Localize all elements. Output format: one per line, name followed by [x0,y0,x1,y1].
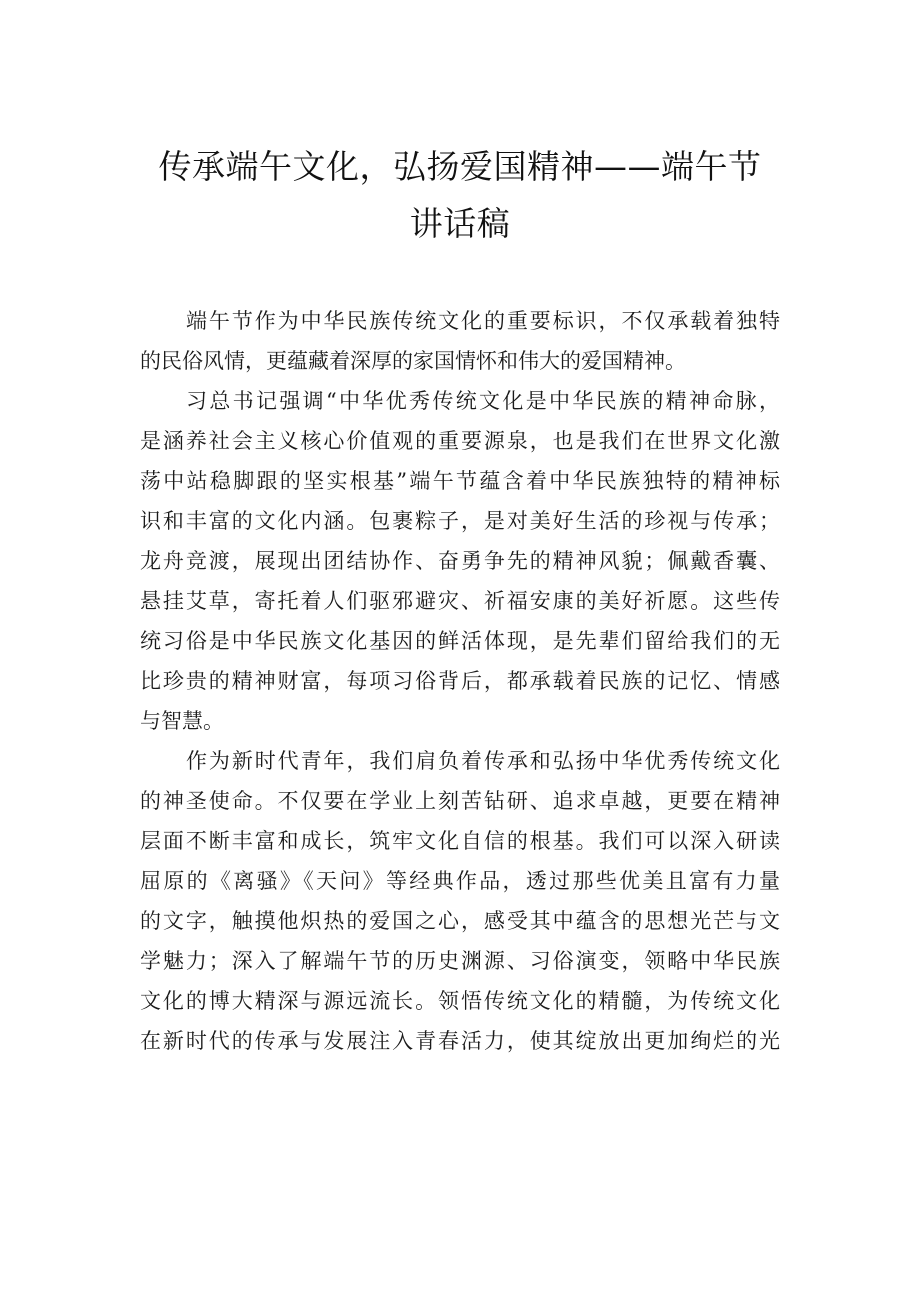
text-line: 习总书记强调“中华优秀传统文化是中华民族的精神命脉， [186,389,780,413]
paragraph [140,301,780,381]
text-line: 悬挂艾草，寄托着人们驱邪避灾、祈福安康的美好祈愿。这些传 [140,589,780,613]
document-title [140,138,780,252]
text-line: 是涵养社会主义核心价值观的重要源泉，也是我们在世界文化激 [140,429,780,453]
text-line: 屈原的《离骚》《天问》等经典作品，透过那些优美且富有力量 [140,869,780,893]
text-line: 端午节作为中华民族传统文化的重要标识，不仅承载着独特 [186,309,780,333]
text-line: 的民俗风情，更蕴藏着深厚的家国情怀和伟大的爱国精神。 [140,349,686,373]
document-body [140,301,780,1061]
text-line: 与智慧。 [140,709,224,733]
text-line: 的神圣使命。不仅要在学业上刻苦钻研、追求卓越，更要在精神 [140,789,780,813]
text-line: 文化的博大精深与源远流长。领悟传统文化的精髓，为传统文化 [140,989,780,1013]
text-line: 作为新时代青年，我们肩负着传承和弘扬中华优秀传统文化 [186,749,780,773]
text-line: 学魅力；深入了解端午节的历史渊源、习俗演变，领略中华民族 [140,949,780,973]
title-line-2: 讲话稿 [409,204,511,243]
text-line: 在新时代的传承与发展注入青春活力，使其绽放出更加绚烂的光 [140,1029,780,1053]
text-line: 层面不断丰富和成长，筑牢文化自信的根基。我们可以深入研读 [140,829,780,853]
text-line: 荡中站稳脚跟的坚实根基”端午节蕴含着中华民族独特的精神标 [140,469,780,493]
text-line: 龙舟竞渡，展现出团结协作、奋勇争先的精神风貌；佩戴香囊、 [140,549,780,573]
text-line: 统习俗是中华民族文化基因的鲜活体现，是先辈们留给我们的无 [140,629,780,653]
text-line: 的文字，触摸他炽热的爱国之心，感受其中蕴含的思想光芒与文 [140,909,780,933]
title-line-1: 传承端午文化，弘扬爱国精神——端午节 [158,147,762,186]
paragraph [140,741,780,1061]
text-line: 识和丰富的文化内涵。包裹粽子，是对美好生活的珍视与传承； [140,509,780,533]
paragraph [140,381,780,741]
text-line: 比珍贵的精神财富，每项习俗背后，都承载着民族的记忆、情感 [140,669,780,693]
